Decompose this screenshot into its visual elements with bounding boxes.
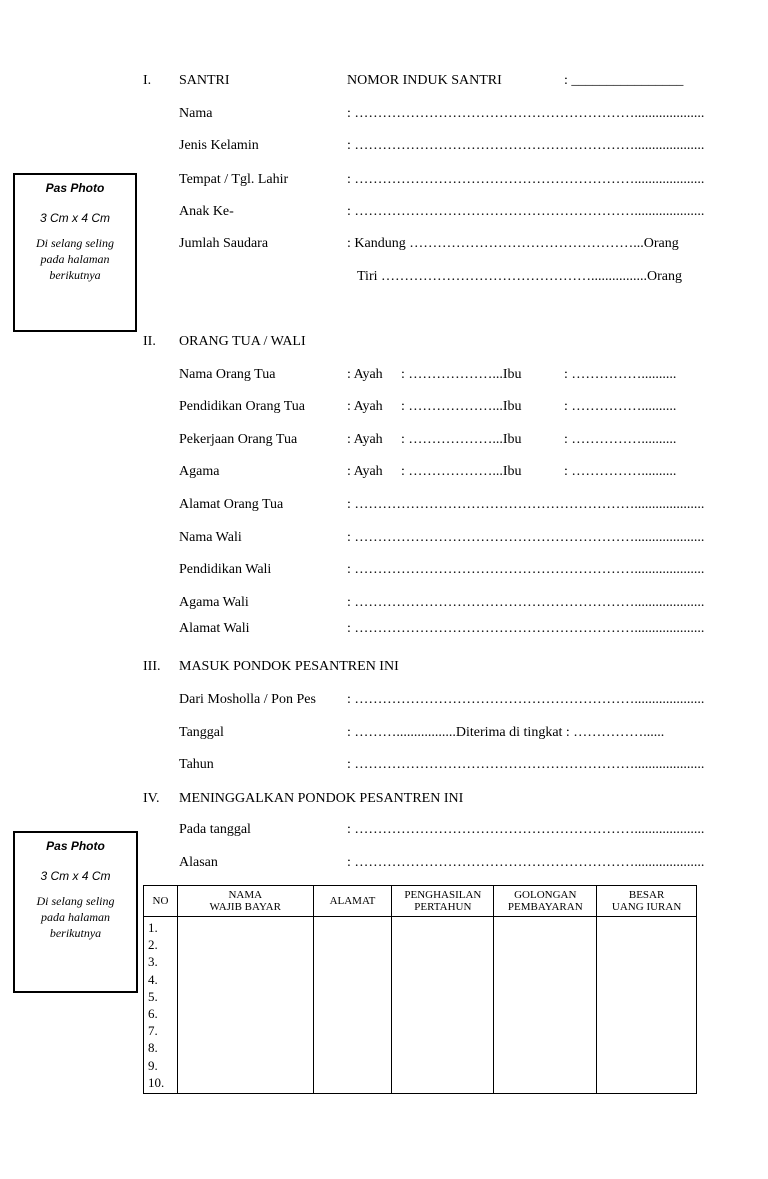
field-input[interactable]: : …………………………………………………….................... (347, 172, 705, 187)
ayah-label: : Ayah (347, 367, 383, 382)
field-input[interactable]: : Kandung …………………………………………...Orang (347, 236, 679, 251)
photo-placeholder-2 (13, 831, 138, 993)
section-number: II. (143, 334, 156, 349)
photo-note-line: Di selang seling (36, 236, 114, 250)
field-input[interactable]: : …………………………………………………….................... (347, 855, 705, 870)
row-number: 3. (148, 954, 158, 970)
col-header-no: NO (144, 886, 178, 917)
row-number: 4. (148, 971, 158, 987)
field-label: Dari Mosholla / Pon Pes (179, 692, 316, 707)
photo-title: Pas Photo (46, 839, 105, 853)
photo-note-line: pada halaman (40, 252, 110, 266)
photo-note-line: pada halaman (41, 910, 110, 924)
col-header-besar: BESAR UANG IURAN (597, 886, 697, 917)
row-number: 10. (148, 1074, 165, 1090)
photo-size: 3 Cm x 4 Cm (40, 869, 111, 883)
field-label: Pada tanggal (179, 822, 251, 837)
field-input[interactable]: : ……….................Diterima di tingkat : ……………...... (347, 725, 665, 740)
no-cell (144, 917, 178, 1094)
field-label: Tahun (179, 757, 214, 772)
section-number: III. (143, 659, 161, 674)
field-input[interactable]: : …………………………………………………….................... (347, 692, 705, 707)
ayah-label: : Ayah (347, 432, 383, 447)
col-header-golongan: GOLONGAN PEMBAYARAN (494, 886, 597, 917)
photo-title: Pas Photo (45, 181, 105, 195)
penghasilan-cell[interactable] (392, 917, 494, 1094)
nama-cell[interactable] (177, 917, 313, 1094)
row-number: 6. (148, 1006, 158, 1022)
field-input-tiri[interactable]: Tiri ………………………………………................Orang (357, 269, 682, 284)
photo-note-line: berikutnya (49, 268, 101, 282)
photo-note-line: berikutnya (49, 926, 102, 940)
section-title: SANTRI (179, 73, 230, 88)
photo-size: 3 Cm x 4 Cm (39, 211, 110, 225)
ayah-label: : Ayah (347, 399, 383, 414)
section-title: ORANG TUA / WALI (179, 334, 306, 349)
field-input[interactable]: : …………………………………………………….................... (347, 106, 705, 121)
ibu-input[interactable]: : …………….......... (564, 399, 677, 414)
field-input[interactable]: : …………………………………………………….................... (347, 204, 705, 219)
field-input[interactable]: : …………………………………………………….................... (347, 595, 705, 610)
field-label: Nama Wali (179, 530, 242, 545)
field-label: Nama (179, 106, 213, 121)
photo-note-line: Di selang seling (36, 894, 115, 908)
field-input[interactable]: : …………………………………………………….................... (347, 562, 705, 577)
field-input[interactable]: : …………………………………………………….................... (347, 138, 705, 153)
ayah-input[interactable]: : ………………...Ibu (401, 432, 522, 447)
ayah-input[interactable]: : ………………...Ibu (401, 367, 522, 382)
field-input[interactable]: : …………………………………………………….................... (347, 497, 705, 512)
payment-table (143, 885, 697, 1094)
ibu-input[interactable]: : …………….......... (564, 367, 677, 382)
section-number: IV. (143, 791, 160, 806)
besar-cell[interactable] (597, 917, 697, 1094)
table-header-row (144, 886, 697, 917)
row-number: 2. (148, 937, 158, 953)
field-label: Anak Ke- (179, 204, 234, 219)
row-number: 7. (148, 1023, 158, 1039)
field-label: Jenis Kelamin (179, 138, 259, 153)
field-input[interactable]: : …………………………………………………….................... (347, 621, 705, 636)
row-number: 1. (148, 920, 158, 935)
col-header-nama: NAMA WAJIB BAYAR (177, 886, 313, 917)
row-number: 8. (148, 1040, 158, 1056)
nis-label: NOMOR INDUK SANTRI (347, 73, 502, 88)
ayah-input[interactable]: : ………………...Ibu (401, 399, 522, 414)
golongan-cell[interactable] (494, 917, 597, 1094)
field-label: Alamat Orang Tua (179, 497, 284, 512)
alamat-cell[interactable] (313, 917, 392, 1094)
section-title: MASUK PONDOK PESANTREN INI (179, 659, 399, 674)
field-label: Tanggal (179, 725, 224, 740)
photo-placeholder-1 (13, 173, 137, 332)
ayah-label: : Ayah (347, 464, 383, 479)
row-number: 5. (148, 988, 158, 1004)
section-number: I. (143, 73, 152, 88)
field-label: Agama (179, 464, 220, 479)
field-input[interactable]: : …………………………………………………….................... (347, 757, 705, 772)
field-label: Pendidikan Wali (179, 562, 272, 577)
row-number: 9. (148, 1057, 158, 1073)
nis-field[interactable]: : ________________ (564, 73, 684, 88)
field-label: Jumlah Saudara (179, 236, 269, 251)
field-label: Pekerjaan Orang Tua (179, 432, 298, 447)
col-header-alamat: ALAMAT (313, 886, 392, 917)
field-label: Pendidikan Orang Tua (179, 399, 305, 414)
field-label: Alasan (179, 855, 218, 870)
section-title: MENINGGALKAN PONDOK PESANTREN INI (179, 791, 464, 806)
ayah-input[interactable]: : ………………...Ibu (401, 464, 522, 479)
ibu-input[interactable]: : …………….......... (564, 464, 677, 479)
col-header-penghasilan: PENGHASILAN PERTAHUN (392, 886, 494, 917)
ibu-input[interactable]: : …………….......... (564, 432, 677, 447)
table-row (144, 917, 697, 1094)
field-input[interactable]: : …………………………………………………….................... (347, 822, 705, 837)
field-label: Agama Wali (179, 595, 249, 610)
field-input[interactable]: : …………………………………………………….................... (347, 530, 705, 545)
field-label: Alamat Wali (179, 621, 250, 636)
field-label: Tempat / Tgl. Lahir (179, 172, 289, 187)
field-label: Nama Orang Tua (179, 367, 276, 382)
